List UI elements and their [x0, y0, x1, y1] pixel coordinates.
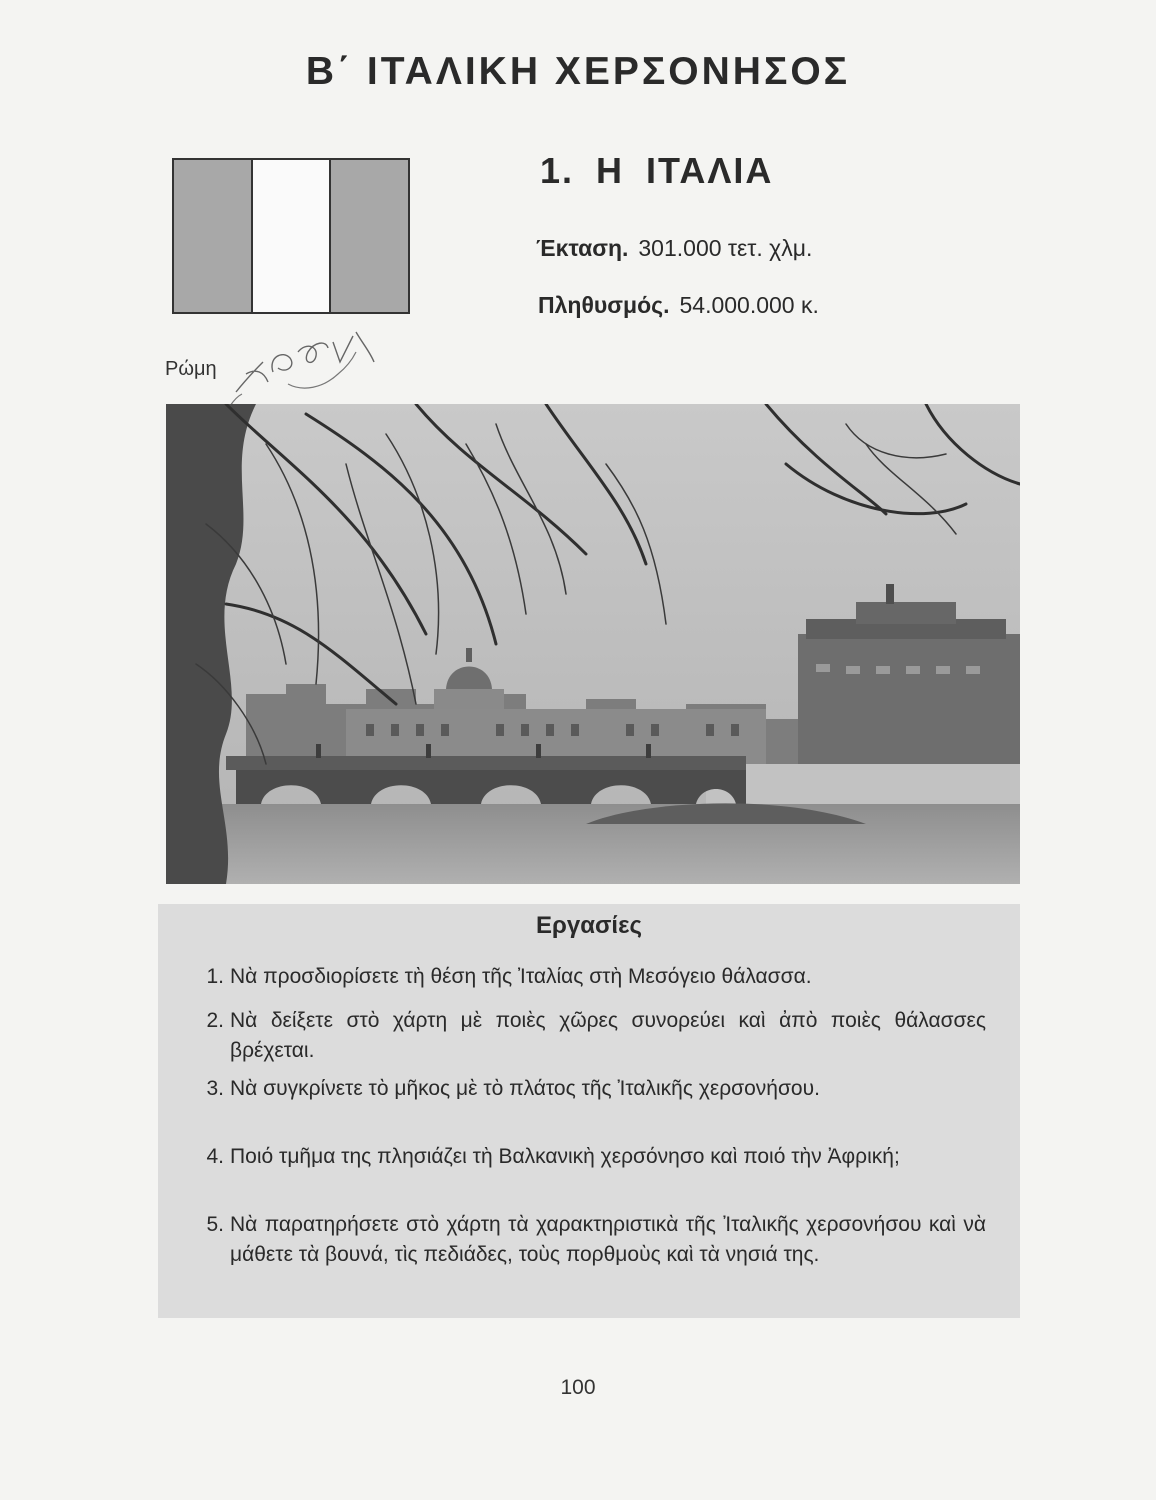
part-title: Β΄ ΙΤΑΛΙΚΗ ΧΕΡΣΟΝΗΣΟΣ [305, 50, 851, 93]
chapter-title: 1. Η ΙΤΑΛΙΑ [540, 150, 774, 191]
handwritten-scribble-icon [228, 322, 378, 412]
task-item [206, 1074, 986, 1104]
area-label: Έκταση. [536, 235, 629, 261]
task-text: Νὰ προσδιορίσετε τὴ θέση τῆς Ἰταλίας στὴ Μεσόγειο θάλασσα. [230, 965, 812, 988]
tasks-title: Εργασίες [536, 912, 642, 939]
task-number: 1. [206, 965, 224, 988]
task-text: Νὰ παρατηρήσετε στὸ χάρτη τὰ χαρακτηριστικὰ τῆς Ἰταλικῆς χερσονήσου καὶ νὰ μάθετε τὰ βουνά, τὶς πεδιάδες, τοὺς πορθμοὺς καὶ τὰ νησιά της. [230, 1213, 986, 1266]
capital-label: Ρώμη [165, 358, 217, 380]
area-value: 301.000 τετ. χλμ. [638, 235, 813, 261]
task-item [206, 1006, 986, 1066]
task-text: Ποιό τμῆμα της πλησιάζει τὴ Βαλκανικὴ χερσόνησο καὶ ποιό τὴν Ἀφρική; [230, 1145, 900, 1168]
rome-tiber-photo [166, 404, 1020, 884]
task-number: 4. [206, 1145, 224, 1168]
task-item [206, 1142, 986, 1172]
task-item [206, 1210, 986, 1270]
task-text: Νὰ δείξετε στὸ χάρτη μὲ ποιὲς χῶρες συνορεύει καὶ ἀπὸ ποιὲς θάλασσες βρέχεται. [230, 1009, 986, 1062]
tasks-box [158, 904, 1020, 1318]
task-item [206, 962, 986, 992]
task-number: 5. [206, 1213, 224, 1236]
population-label: Πληθυσμός. [538, 292, 670, 318]
population-value: 54.000.000 κ. [679, 292, 819, 318]
flag-band-middle [253, 160, 330, 312]
task-number: 3. [206, 1077, 224, 1100]
photo-illustration [166, 404, 1020, 884]
italy-flag-icon [172, 158, 410, 314]
task-number: 2. [206, 1009, 224, 1032]
task-text: Νὰ συγκρίνετε τὸ μῆκος μὲ τὸ πλάτος τῆς Ἰταλικῆς χερσονήσου. [230, 1077, 820, 1100]
area-fact [536, 235, 812, 262]
flag-band-left [174, 160, 253, 312]
page-number: 100 [560, 1376, 596, 1399]
flag-band-right [329, 160, 408, 312]
population-fact [538, 292, 819, 319]
